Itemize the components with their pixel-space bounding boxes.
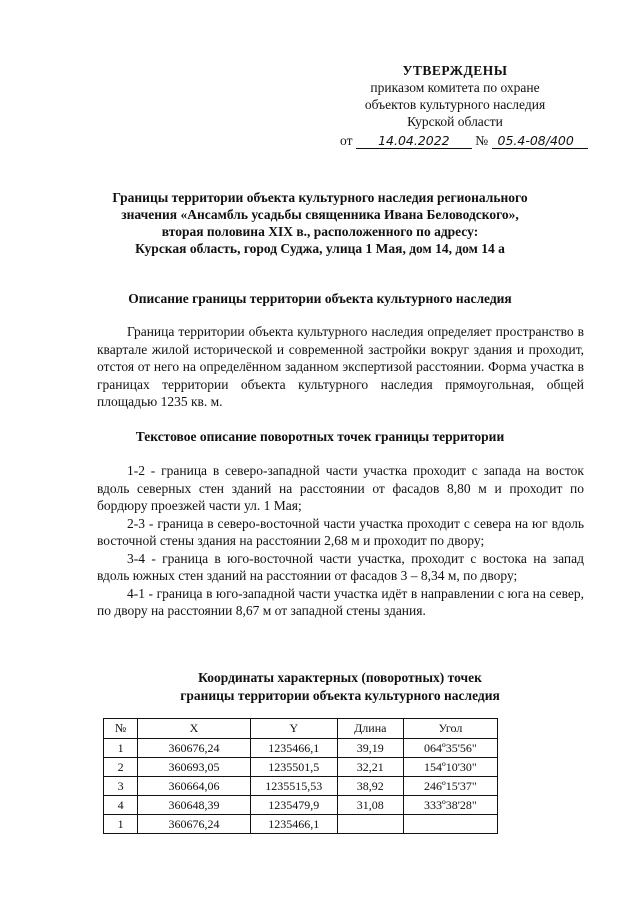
turning-point-3-4: 3-4 - граница в юго-восточной части участка, проходит с востока на запад вдоль южных стен зданий на расстоянии от фасадов 3 – 8,34 м, по двору; (97, 550, 584, 583)
cell-length: 38,92 (337, 777, 403, 796)
title-line-3: вторая половина XIX в., расположенного по адресу: (161, 224, 479, 239)
turning-point-4-1: 4-1 - граница в юго-западной части участка идёт в направлении с юга на север, по двору на расстоянии 8,67 м от западной стены здания. (97, 585, 584, 618)
description-paragraph (97, 323, 584, 411)
turning-points-list (97, 462, 584, 620)
cell-angle (403, 815, 497, 834)
document-title (60, 189, 580, 257)
table-row (104, 758, 498, 777)
turning-point-2-3: 2-3 - граница в северо-восточной части участка проходит с севера на юг вдоль восточной стены здания на расстоянии 2,68 м и проходит по двору; (97, 515, 584, 548)
cell-angle: 333º38'28" (403, 796, 497, 815)
table-row (104, 796, 498, 815)
table-row (104, 777, 498, 796)
table-header-row (104, 719, 498, 739)
cell-y: 1235466,1 (250, 815, 337, 834)
cell-angle: 064º35'56" (403, 739, 497, 758)
header-y: Y (250, 719, 337, 739)
cell-x: 360693,05 (138, 758, 251, 777)
title-line-1: Границы территории объекта культурного наследия регионального (112, 190, 528, 205)
cell-y: 1235515,53 (250, 777, 337, 796)
turning-point-1-2: 1-2 - граница в северо-западной части участка проходит с запада на восток вдоль северных стен зданий на расстоянии от фасадов 8,80 м и проходит по бордюру проезжей части ул. 1 Мая; (97, 463, 584, 513)
cell-x: 360648,39 (138, 796, 251, 815)
turning-points-heading: Текстовое описание поворотных точек границы территории (135, 429, 505, 444)
handwritten-number: 05.4-08/400 (492, 134, 588, 149)
cell-y: 1235466,1 (250, 739, 337, 758)
cell-number: 2 (104, 758, 138, 777)
header-angle: Угол (403, 719, 497, 739)
cell-number: 1 (104, 815, 138, 834)
table-row (104, 815, 498, 834)
cell-y: 1235501,5 (250, 758, 337, 777)
cell-number: 1 (104, 739, 138, 758)
cell-number: 4 (104, 796, 138, 815)
cell-angle: 246º15'37" (403, 777, 497, 796)
cell-length: 31,08 (337, 796, 403, 815)
approval-title: УТВЕРЖДЕНЫ (402, 63, 508, 78)
cell-length (337, 815, 403, 834)
cell-angle: 154º10'30" (403, 758, 497, 777)
description-heading: Описание границы территории объекта культурного наследия (128, 291, 512, 306)
cell-x: 360676,24 (138, 815, 251, 834)
cell-x: 360676,24 (138, 739, 251, 758)
number-prefix: № (475, 133, 489, 148)
cell-x: 360664,06 (138, 777, 251, 796)
cell-length: 39,19 (337, 739, 403, 758)
title-line-4: Курская область, город Суджа, улица 1 Мая, дом 14, дом 14 а (135, 241, 505, 256)
coordinates-title-line-2: границы территории объекта культурного наследия (180, 688, 500, 703)
approval-dateline (330, 132, 580, 149)
handwritten-date: 14.04.2022 (356, 134, 472, 149)
cell-y: 1235479,9 (250, 796, 337, 815)
header-length: Длина (337, 719, 403, 739)
header-x: X (138, 719, 251, 739)
date-prefix: от (340, 133, 353, 148)
approval-line-2: объектов культурного наследия (364, 97, 546, 112)
approval-line-3: Курской области (407, 114, 503, 129)
header-number: № (104, 719, 138, 739)
title-line-2: значения «Ансамбль усадьбы священника Ивана Беловодского», (121, 207, 519, 222)
table-row (104, 739, 498, 758)
approval-block (330, 62, 580, 149)
coordinates-title (100, 669, 580, 705)
coordinates-title-line-1: Координаты характерных (поворотных) точек (198, 670, 482, 685)
description-text: Граница территории объекта культурного наследия определяет пространство в квартале жилой исторической и современной застройки вокруг здания и проходит, отстоя от него на определённом заданном экспертизой расстоянии. Форма участка в границах территории объекта культурного наследия прямоугольная, общей площадью 1235 кв. м. (97, 324, 584, 409)
coordinates-table (103, 718, 498, 834)
approval-line-1: приказом комитета по охране (370, 80, 540, 95)
cell-number: 3 (104, 777, 138, 796)
cell-length: 32,21 (337, 758, 403, 777)
